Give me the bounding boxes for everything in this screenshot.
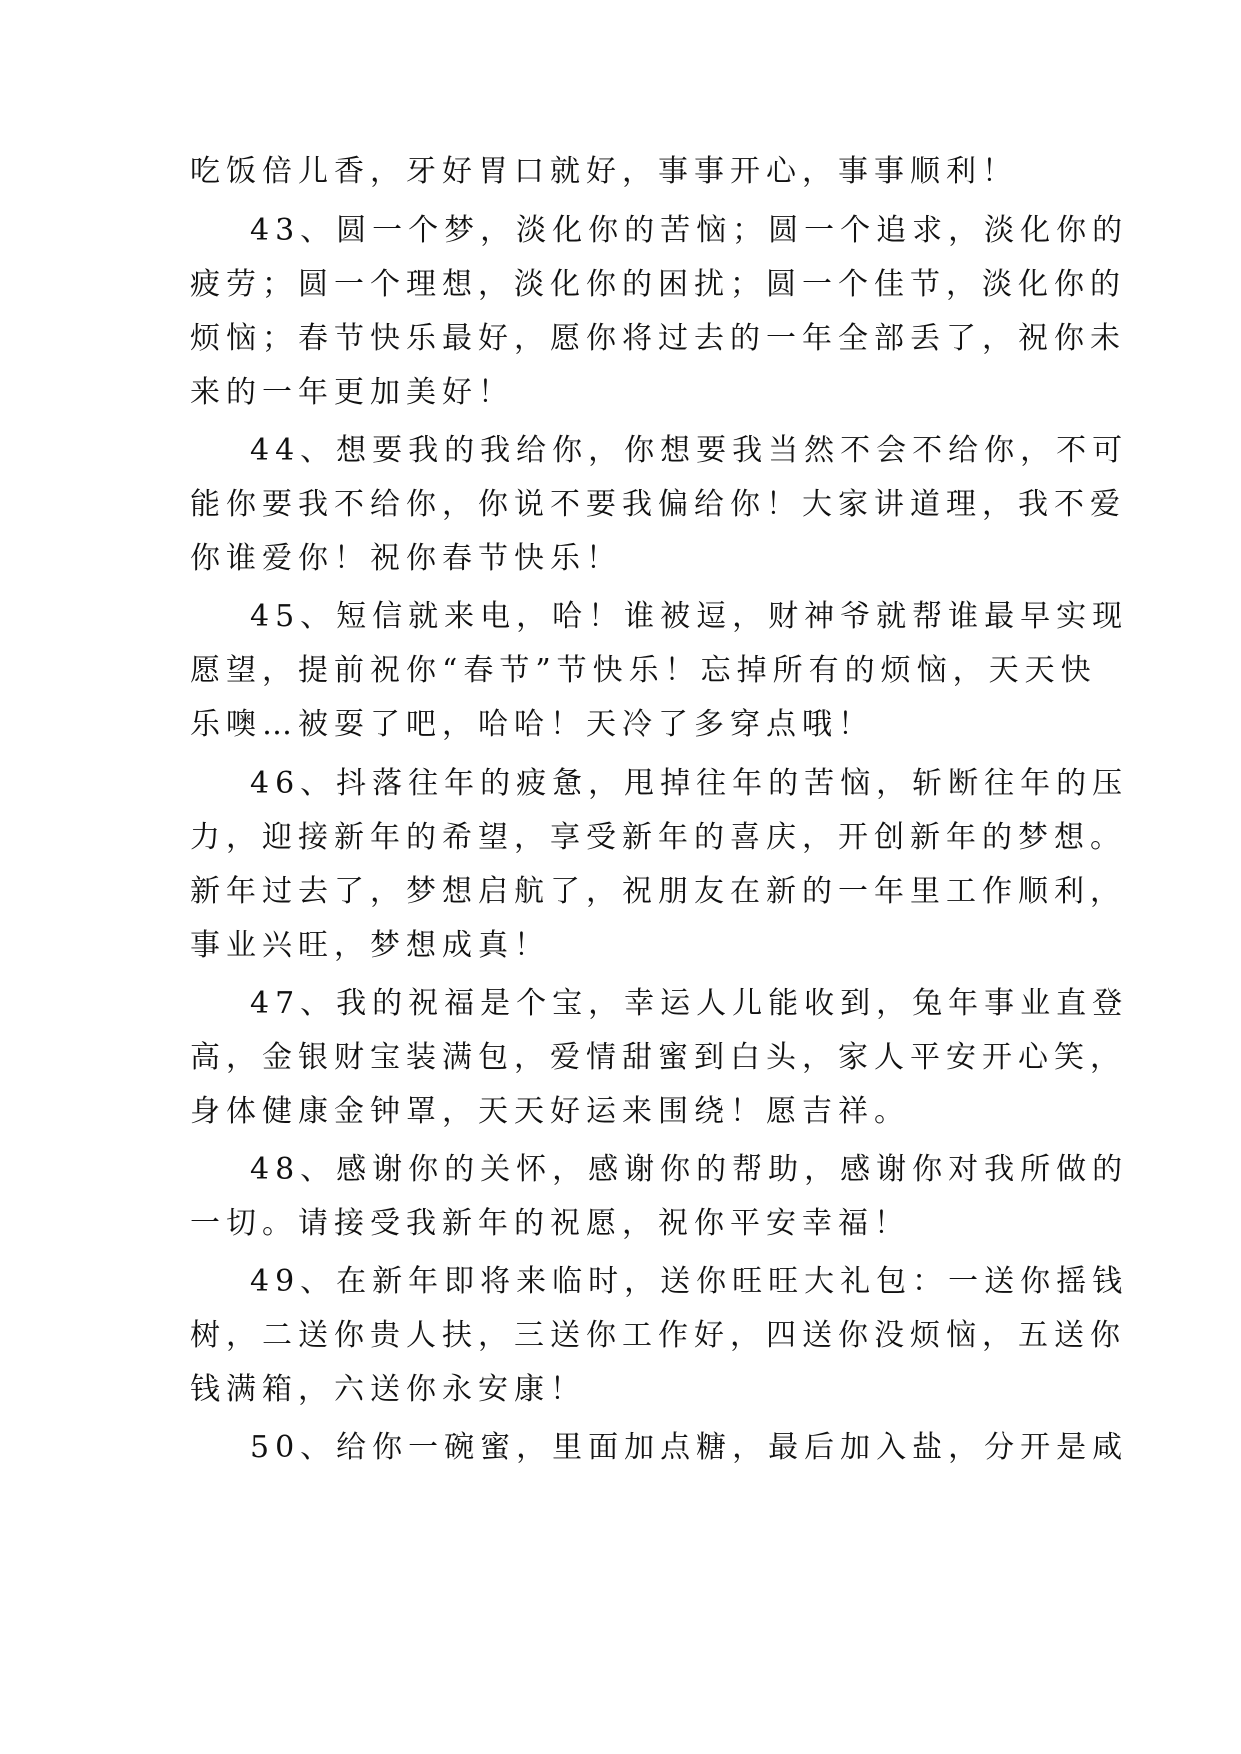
text-line: 疲劳；圆一个理想，淡化你的困扰；圆一个佳节，淡化你的 <box>190 267 1126 302</box>
text-line: 46、抖落往年的疲惫，甩掉往年的苦恼，斩断往年的压 <box>250 766 1129 801</box>
text-line: 43、圆一个梦，淡化你的苦恼；圆一个追求，淡化你的 <box>250 213 1129 248</box>
text-line: 吃饭倍儿香，牙好胃口就好，事事开心，事事顺利！ <box>190 154 1018 189</box>
text-line: 愿望，提前祝你“春节”节快乐！忘掉所有的烦恼，天天快 <box>190 653 1097 688</box>
text-line: 高，金银财宝装满包，爱情甜蜜到白头，家人平安开心笑， <box>190 1040 1126 1075</box>
text-line: 50、给你一碗蜜，里面加点糖，最后加入盐，分开是咸 <box>250 1430 1129 1465</box>
text-line: 来的一年更加美好！ <box>190 375 514 410</box>
text-line: 事业兴旺，梦想成真！ <box>190 928 550 963</box>
text-line: 44、想要我的我给你，你想要我当然不会不给你，不可 <box>250 433 1129 468</box>
text-line: 新年过去了，梦想启航了，祝朋友在新的一年里工作顺利， <box>190 874 1126 909</box>
text-line: 烦恼；春节快乐最好，愿你将过去的一年全部丢了，祝你未 <box>190 321 1126 356</box>
text-line: 身体健康金钟罩，天天好运来围绕！愿吉祥。 <box>190 1094 910 1129</box>
text-line: 48、感谢你的关怀，感谢你的帮助，感谢你对我所做的 <box>250 1152 1129 1187</box>
text-line: 能你要我不给你，你说不要我偏给你！大家讲道理，我不爱 <box>190 487 1126 522</box>
text-line: 一切。请接受我新年的祝愿，祝你平安幸福！ <box>190 1206 910 1241</box>
text-line: 树，二送你贵人扶，三送你工作好，四送你没烦恼，五送你 <box>190 1318 1126 1353</box>
text-line: 力，迎接新年的希望，享受新年的喜庆，开创新年的梦想。 <box>190 820 1126 855</box>
text-line: 49、在新年即将来临时，送你旺旺大礼包：一送你摇钱 <box>250 1264 1129 1299</box>
text-line: 乐噢…被耍了吧，哈哈！天冷了多穿点哦！ <box>190 707 874 742</box>
text-line: 45、短信就来电，哈！谁被逗，财神爷就帮谁最早实现 <box>250 599 1129 634</box>
text-line: 钱满箱，六送你永安康！ <box>190 1372 586 1407</box>
text-line: 47、我的祝福是个宝，幸运人儿能收到，兔年事业直登 <box>250 986 1129 1021</box>
text-line: 你谁爱你！祝你春节快乐！ <box>190 541 622 576</box>
